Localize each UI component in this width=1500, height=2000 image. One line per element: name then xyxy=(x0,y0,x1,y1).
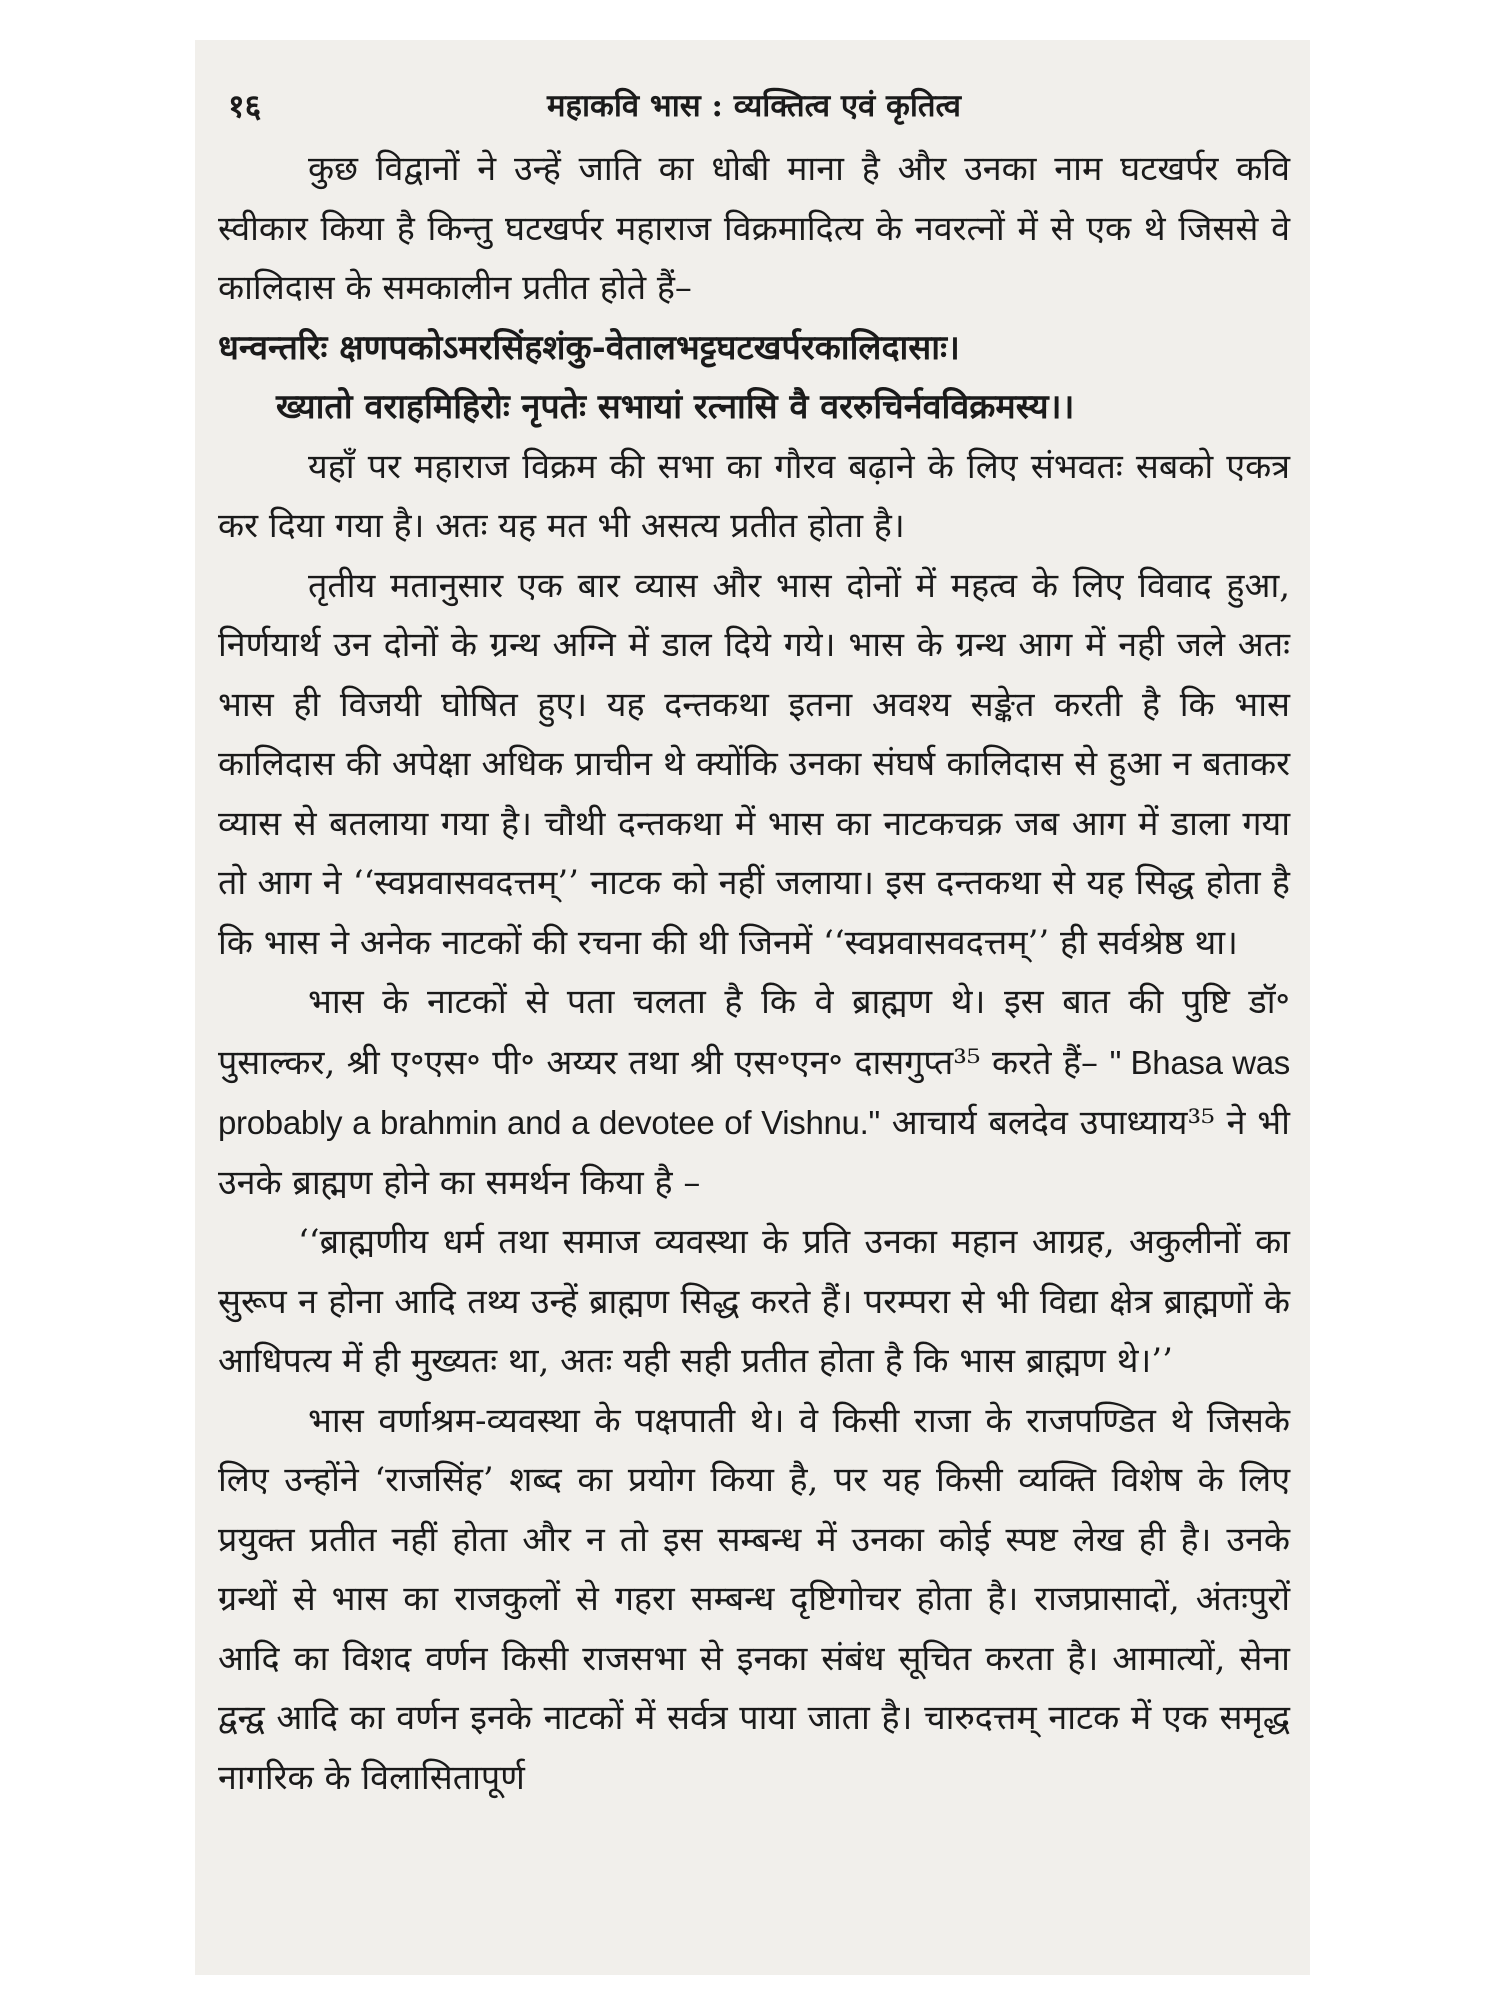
english-quotation: " Bhasa was probably a brahmin and a devotee of Vishnu." xyxy=(218,1043,1290,1141)
paragraph-2: यहाँ पर महाराज विक्रम की सभा का गौरव बढ़ाने के लिए संभवतः सबको एकत्र कर दिया गया है। अतः यह मत भी असत्य प्रतीत होता है। xyxy=(218,446,1290,546)
verse-line-2: ख्यातो वराहमिहिरोः नृपतेः सभायां रत्नासि वै वररुचिर्नवविक्रमस्य।। xyxy=(276,387,1075,427)
paragraph-4 xyxy=(218,973,1290,1213)
paragraph-3: तृतीय मतानुसार एक बार व्यास और भास दोनों में महत्व के लिए विवाद हुआ, निर्णयार्थ उन दोनों के ग्रन्थ अग्नि में डाल दिये गये। भास के ग्रन्थ आग में नही जले अतः भास ही विजयी घोषित हुए। यह दन्तकथा इतना अवश्य सङ्केत करती है कि भास कालिदास की अपेक्षा अधिक प्राचीन थे क्योंकि उनका संघर्ष कालिदास से हुआ न बताकर व्यास से बतलाया गया है। चौथी दन्तकथा में भास का नाटकचक्र जब आग में डाला गया तो आग ने ‘‘स्वप्नवासवदत्तम्’’ नाटक को नहीं जलाया। इस दन्तकथा से यह सिद्ध होता है कि भास ने अनेक नाटकों की रचना की थी जिनमें ‘‘स्वप्नवासवदत्तम्’’ ही सर्वश्रेष्ठ था। xyxy=(218,565,1290,963)
block-quotation: ‘‘ब्राह्मणीय धर्म तथा समाज व्यवस्था के प्रति उनका महान आग्रह, अकुलीनों का सुरूप न होना आदि तथ्य उन्हें ब्राह्मण सिद्ध करते हैं। परम्परा से भी विद्या क्षेत्र ब्राह्मणों के आधिपत्य में ही मुख्यतः था, अतः यही सही प्रतीत होता है कि भास ब्राह्मण थे।’’ xyxy=(218,1222,1290,1381)
paragraph-5: भास वर्णाश्रम-व्यवस्था के पक्षपाती थे। वे किसी राजा के राजपण्डित थे जिसके लिए उन्होंने ‘राजसिंह’ शब्द का प्रयोग किया है, पर यह किसी व्यक्ति विशेष के लिए प्रयुक्त प्रतीत नहीं होता और न तो इस सम्बन्ध में उनका कोई स्पष्ट लेख ही है। उनके ग्रन्थों से भास का राजकुलों से गहरा सम्बन्ध दृष्टिगोचर होता है। राजप्रासादों, अंतःपुरों आदि का विशद वर्णन किसी राजसभा से इनका संबंध सूचित करता है। आमात्यों, सेना द्वन्द्व आदि का वर्णन इनके नाटकों में सर्वत्र पाया जाता है। चारुदत्तम् नाटक में एक समृद्ध नागरिक के विलासितापूर्ण xyxy=(218,1400,1290,1798)
book-page xyxy=(195,40,1310,1975)
paragraph-4-part-b: आचार्य बलदेव उपाध्याय³⁵ ने भी उनके ब्राह्मण होने का समर्थन किया है – xyxy=(218,1103,1290,1203)
page-number: १६ xyxy=(228,87,262,125)
verse-line-1: धन्वन्तरिः क्षणपकोऽमरसिंहशंकु-वेतालभट्टघटखर्परकालिदासाः। xyxy=(218,327,960,368)
page-header xyxy=(218,70,1290,140)
running-title: महाकवि भास : व्यक्तित्व एवं कृतित्व xyxy=(547,88,961,124)
paragraph-4-part-a: भास के नाटकों से पता चलता है कि वे ब्राह्मण थे। इस बात की पुष्टि डॉ॰ पुसाल्कर, श्री ए॰एस॰ पी॰ अय्यर तथा श्री एस॰एन॰ दासगुप्त³⁵ करते हैं– xyxy=(218,982,1290,1083)
paragraph-1: कुछ विद्वानों ने उन्हें जाति का धोबी माना है और उनका नाम घटखर्पर कवि स्वीकार किया है किन्तु घटखर्पर महाराज विक्रमादित्य के नवरत्नों में से एक थे जिससे वे कालिदास के समकालीन प्रतीत होते हैं– xyxy=(218,149,1290,308)
page-body xyxy=(218,140,1290,1808)
